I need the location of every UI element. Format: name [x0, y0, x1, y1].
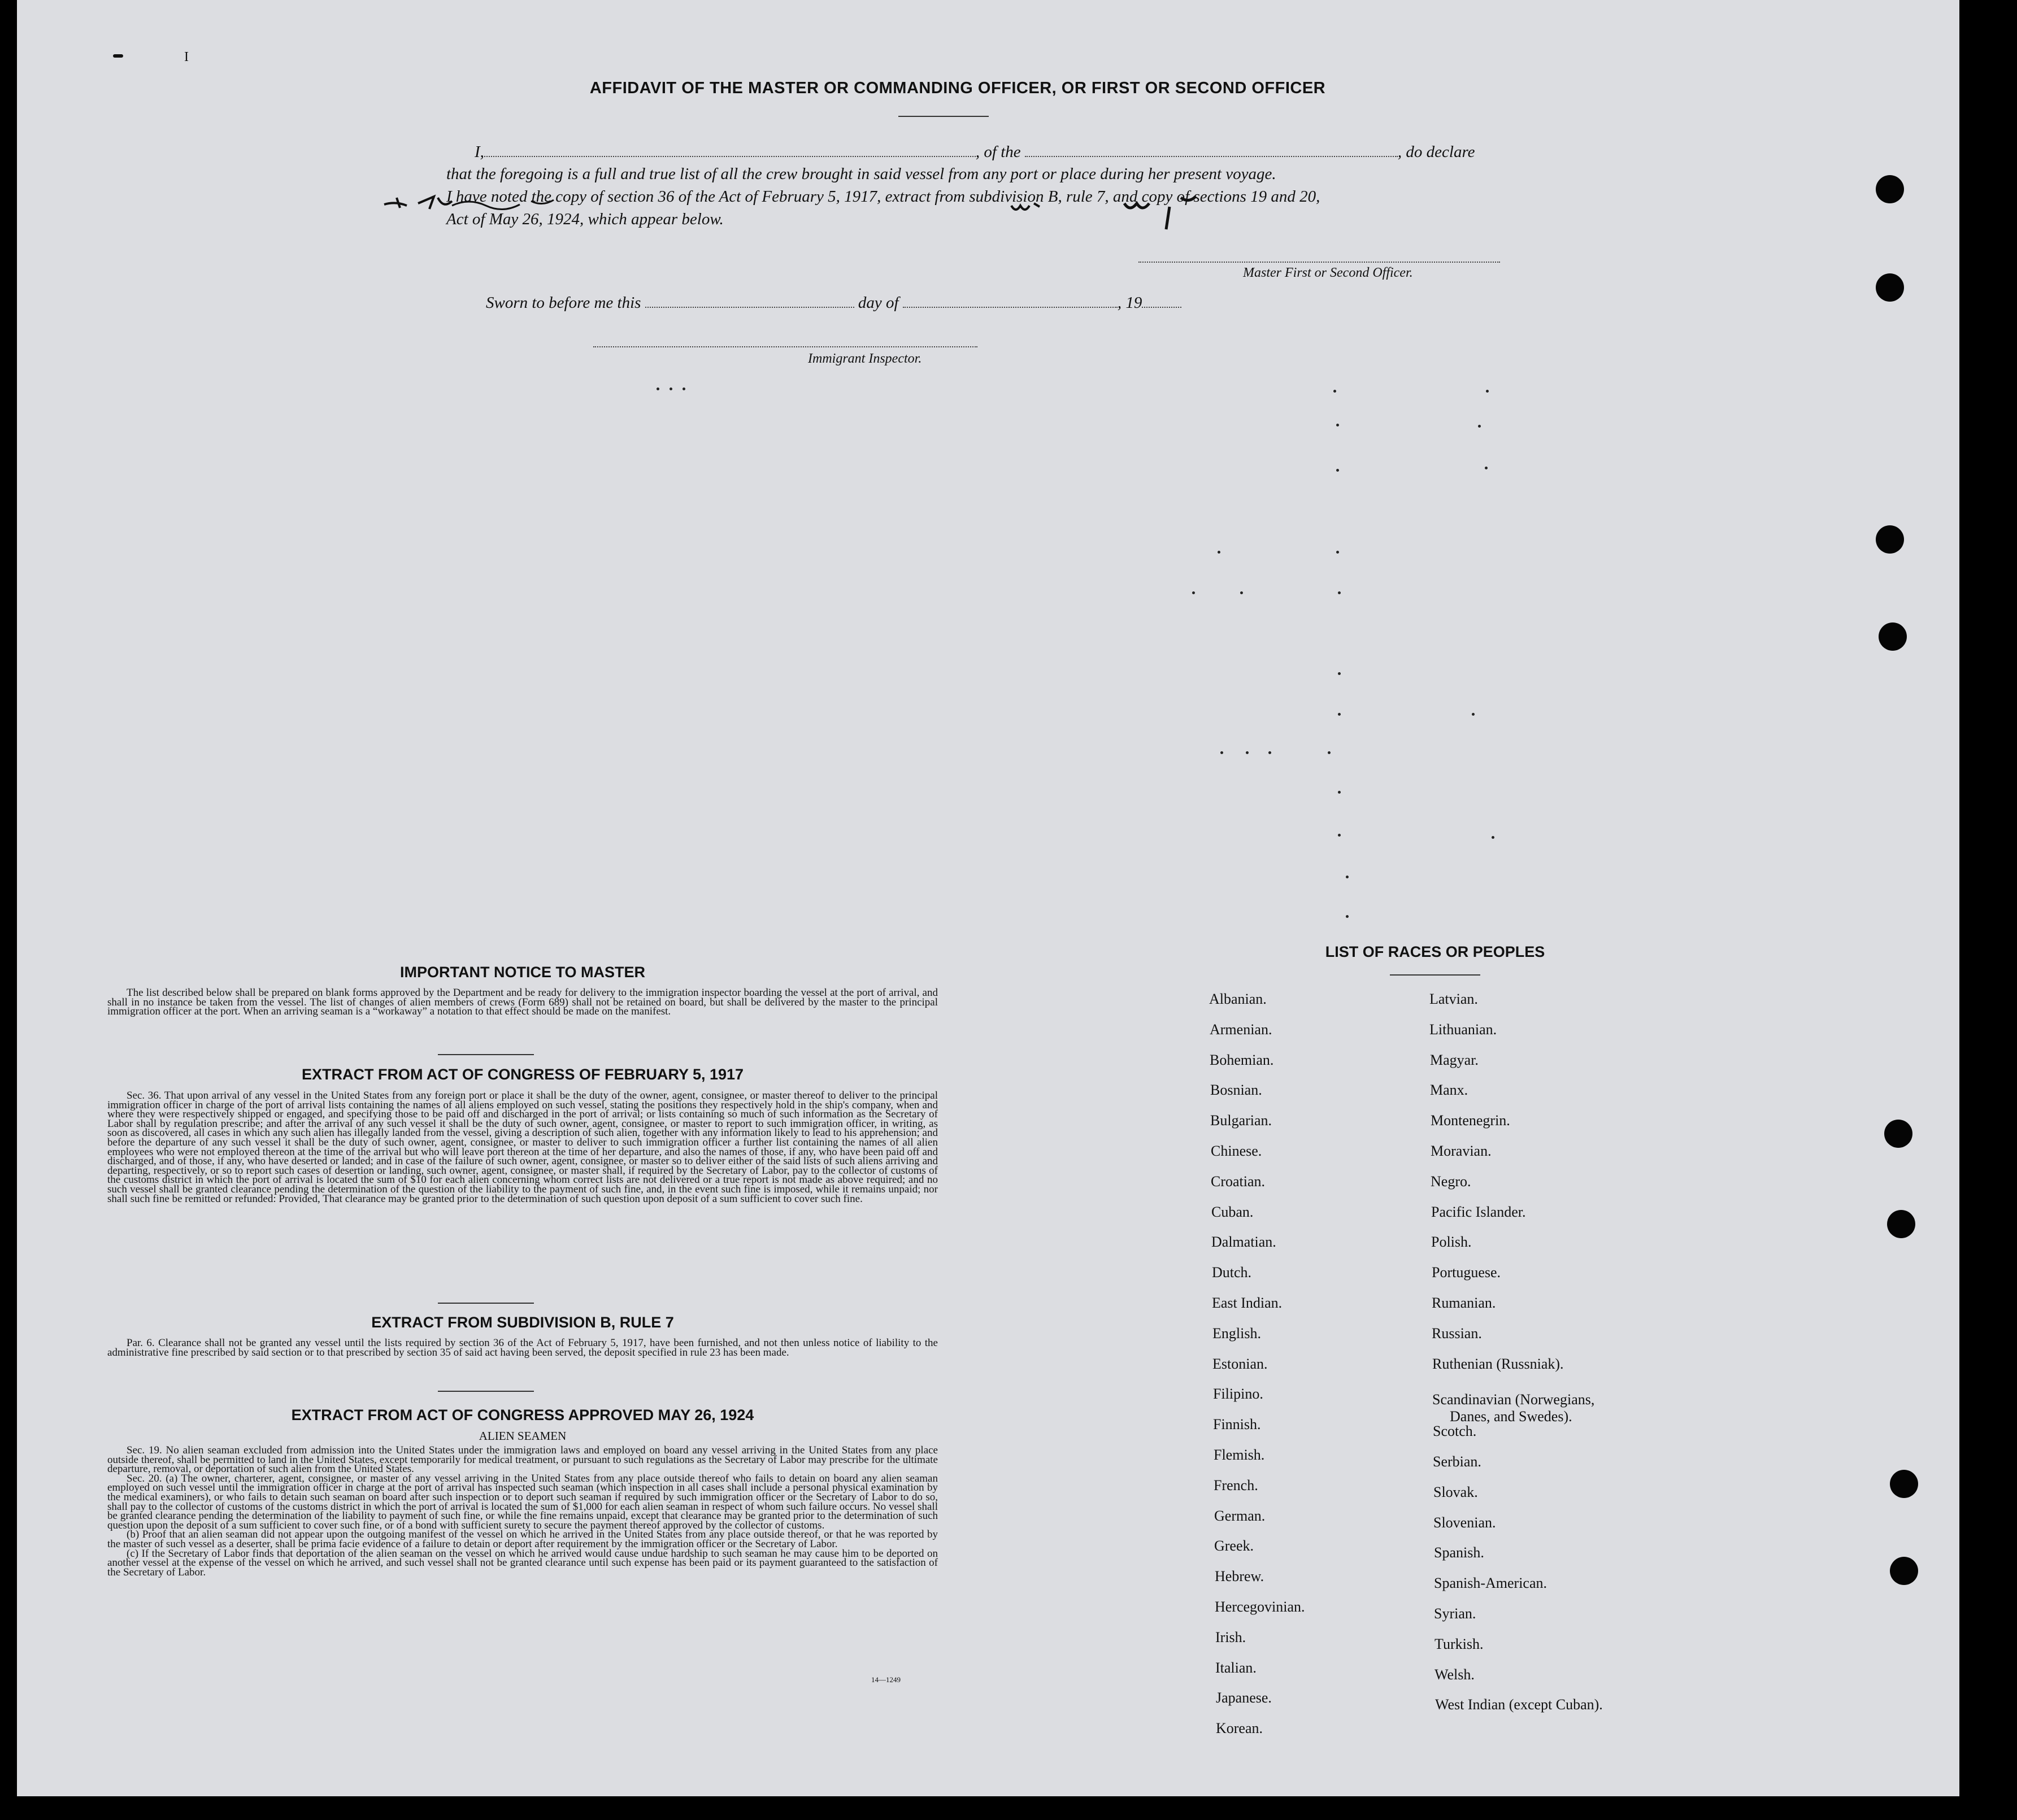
race-item: Chinese.	[1211, 1143, 1262, 1159]
extract-rule7-body	[107, 1339, 938, 1357]
punch-hole	[1890, 1557, 1918, 1585]
race-item: East Indian.	[1212, 1295, 1283, 1311]
punch-hole	[1887, 1210, 1915, 1238]
paragraph-6: Par. 6. Clearance shall not be granted any vessel until the lists required by section 36 of the Act of February 5, 1917, have been furnished, and not then unless notice of liability to the administrative fine prescribed by said section or to that prescribed by section 35 of said act having been served, the deposit specified in rule 23 has been made.	[107, 1337, 938, 1359]
race-item: Croatian.	[1211, 1173, 1266, 1190]
affidavit-line-3: I have noted the copy of section 36 of the Act of February 5, 1917, extract from subdivision B, rule 7, and copy of sections 19 and 20,	[446, 188, 1320, 206]
extract-rule7-title: EXTRACT FROM SUBDIVISION B, RULE 7	[371, 1314, 674, 1331]
sworn-line	[486, 294, 1277, 312]
section-19-paragraph: Sec. 19. No alien seaman excluded from admission into the United States under the immigration laws and employed on board any vessel arriving in the United States from any place outside thereof, shall be permitted to land in the United States, except temporarily for medical treatment, or pursuant to such regulations as the Secretary of Labor may prescribe for the ultimate departure, removal, or deportation of such alien from the United States.	[107, 1444, 938, 1475]
punch-hole	[1890, 1470, 1918, 1498]
race-item: English.	[1212, 1325, 1261, 1342]
race-item: Manx.	[1430, 1082, 1468, 1099]
race-item: Spanish.	[1434, 1544, 1484, 1561]
title-rule	[898, 116, 989, 117]
punch-hole	[1876, 525, 1904, 554]
race-item: Magyar.	[1430, 1051, 1479, 1068]
race-item: Lithuanian.	[1429, 1021, 1497, 1038]
race-item: Welsh.	[1434, 1666, 1475, 1683]
race-item: Danes, and Swedes).	[1450, 1408, 1572, 1425]
race-item: Montenegrin.	[1431, 1112, 1510, 1129]
race-item: Albanian.	[1209, 991, 1267, 1007]
section-20c-paragraph: (c) If the Secretary of Labor finds that deportation of the alien seaman on the vessel on which he arrived would cause undue hardship to such seaman he may cause him to be deported on another vessel at the expense of the vessel on which he arrived, and such vessel shall not be granted clearance until such expense has been paid or its payment guaranteed to the satisfaction of the Secretary of Labor.	[107, 1547, 938, 1578]
punch-hole	[1884, 1120, 1912, 1148]
signature-caption: Master First or Second Officer.	[1243, 265, 1413, 280]
race-item: Negro.	[1431, 1173, 1471, 1190]
race-item: Armenian.	[1210, 1021, 1272, 1038]
extract-1917-title: EXTRACT FROM ACT OF CONGRESS OF FEBRUARY 5, 1917	[301, 1066, 744, 1083]
affidavit-title: AFFIDAVIT OF THE MASTER OR COMMANDING OFFICER, OR FIRST OR SECOND OFFICER	[589, 79, 1326, 97]
race-item: Scotch.	[1433, 1423, 1477, 1440]
race-item: Dutch.	[1212, 1264, 1252, 1281]
race-item: Dalmatian.	[1211, 1234, 1276, 1251]
race-item: Irish.	[1215, 1629, 1246, 1645]
race-item: German.	[1214, 1507, 1266, 1524]
of-the-label: , of the	[975, 143, 1021, 161]
sworn-day-blank	[645, 307, 854, 308]
day-of-label: day of	[858, 294, 899, 312]
sworn-month-blank	[903, 307, 1118, 308]
race-item: Scandinavian (Norwegians,	[1432, 1391, 1595, 1408]
signature-line	[1138, 262, 1500, 263]
affidavit-i-label: I,	[475, 143, 484, 161]
race-item: Japanese.	[1216, 1690, 1272, 1706]
race-item: Slovak.	[1433, 1483, 1478, 1500]
section-20a-paragraph: Sec. 20. (a) The owner, charterer, agent, consignee, or master of any vessel arriving in the United States from any place outside thereof who fails to detain on board any alien seaman employed on such vessel until the immigration officer in charge at the port of arrival has inspected such seaman (which inspection in all cases shall include a personal physical examination by the medical examiners), or who fails to detain such seaman on board after such inspection or to deport such seaman if required by such immigration officer or the Secretary of Labor to do so, shall pay to the collector of customs of the customs district in which the port of arrival is located the sum of $1,000 for each alien seaman in respect of whom such failure occurs. No vessel shall be granted clearance pending the determination of the liability to payment of such fine, or while the fine remains unpaid, except that clearance may be granted prior to the determination of such question upon the deposit of a sum sufficient to cover such fine, or of a bond with sufficient surety to secure the payment thereof approved by the collector of customs.	[107, 1472, 938, 1531]
race-item: Estonian.	[1212, 1355, 1268, 1372]
race-item: Turkish.	[1434, 1635, 1484, 1652]
race-item: Slovenian.	[1433, 1514, 1496, 1531]
race-item: Rumanian.	[1432, 1295, 1496, 1311]
race-item: Latvian.	[1429, 991, 1478, 1007]
inspector-caption: Immigrant Inspector.	[808, 351, 922, 366]
race-item: Flemish.	[1214, 1447, 1265, 1463]
race-item: Korean.	[1216, 1720, 1263, 1737]
race-item: Hercegovinian.	[1215, 1599, 1305, 1615]
race-item: Bohemian.	[1210, 1051, 1274, 1068]
punch-hole	[1876, 175, 1904, 203]
sworn-label: Sworn to before me this	[486, 294, 641, 312]
races-title: LIST OF RACES OR PEOPLES	[1325, 943, 1545, 960]
year-prefix: , 19	[1117, 294, 1142, 312]
extract-1924-title: EXTRACT FROM ACT OF CONGRESS APPROVED MAY 26, 1924	[291, 1407, 754, 1423]
race-item: Cuban.	[1211, 1203, 1254, 1220]
race-item: Bosnian.	[1210, 1082, 1262, 1099]
year-blank	[1142, 307, 1181, 308]
ink-blot	[113, 54, 123, 58]
race-item: Pacific Islander.	[1431, 1203, 1526, 1220]
form-number: 14—1249	[871, 1675, 901, 1684]
race-item: Moravian.	[1431, 1143, 1492, 1159]
affidavit-line-2: that the foregoing is a full and true list of all the crew brought in said vessel from any port or place during her present voyage.	[446, 165, 1276, 183]
notice-paragraph: The list described below shall be prepared on blank forms approved by the Department and be ready for delivery to the immigration inspector boarding the vessel at the port of arrival, and shall in no instance be taken from the vessel. The list of changes of alien members of crews (Form 689) shall not be retained on board, but shall be delivered by the master to the principal immigration officer at the port. When an arriving seaman is a “workaway” a notation to that effect should be made on the manifest.	[107, 987, 938, 1018]
notice-title: IMPORTANT NOTICE TO MASTER	[400, 964, 645, 981]
race-item: Filipino.	[1213, 1386, 1263, 1403]
race-item: Bulgarian.	[1210, 1112, 1272, 1129]
race-item: Spanish-American.	[1434, 1575, 1547, 1592]
corner-mark: I	[184, 50, 189, 64]
section-rule	[438, 1391, 534, 1392]
section-20b-paragraph: (b) Proof that an alien seaman did not appear upon the outgoing manifest of the vessel on which he arrived in the United States from any place outside thereof, or that he was reported by the master of such vessel as a deserter, shall be prima facie evidence of a failure to detain or deport after requirement by the immigration officer or the Secretary of Labor.	[107, 1529, 938, 1550]
race-item: Serbian.	[1433, 1453, 1481, 1470]
alien-seamen-subtitle: ALIEN SEAMEN	[479, 1429, 567, 1443]
section-rule	[438, 1054, 534, 1055]
vessel-name-blank	[1025, 156, 1398, 157]
race-item: Portuguese.	[1432, 1264, 1501, 1281]
race-item: West Indian (except Cuban).	[1435, 1696, 1603, 1713]
race-item: Finnish.	[1213, 1416, 1261, 1433]
punch-hole	[1876, 273, 1904, 302]
race-item: Greek.	[1214, 1538, 1254, 1555]
race-item: Italian.	[1215, 1659, 1257, 1676]
master-name-blank	[484, 156, 976, 157]
extract-1917-body	[107, 1091, 938, 1204]
races-rule	[1390, 974, 1480, 976]
section-rule	[438, 1303, 534, 1304]
declare-label: , do declare	[1397, 143, 1475, 161]
affidavit-line-1	[475, 143, 1525, 162]
race-item: Hebrew.	[1215, 1568, 1264, 1585]
affidavit-line-4: Act of May 26, 1924, which appear below.	[446, 210, 724, 228]
race-item: French.	[1214, 1477, 1258, 1494]
handwritten-marks	[367, 181, 1271, 243]
section-36-paragraph: Sec. 36. That upon arrival of any vessel in the United States from any foreign port or place it shall be the duty of the owner, agent, consignee, or master thereof to deliver to the principal immigration officer in charge of the port of arrival lists containing the names of all aliens employed on such vessel, stating the positions they respectively hold in the ship's company, when and where they were respectively shipped or engaged, and specifying those to be paid off and discharged in the port of arrival; or lists containing so much of such information as the Secretary of Labor shall by regulation prescribe; and after the arrival of any such vessel it shall be the duty of such owner, agent, consignee, or master to report to such immigration officer, in writing, as soon as discovered, all cases in which any such alien has illegally landed from the vessel, giving a description of such alien, together with any information likely to lead to his apprehension; and before the departure of any such vessel it shall be the duty of such owner, agent, consignee, or master to deliver to such immigration officer a further list containing the names of all alien employees who were not employed thereon at the time of the arrival but who will leave port thereon at the time of her departure, and also the names of those, if any, who have been paid off and discharged, and of those, if any, who have deserted or landed; and in case of the failure of such owner, agent, consignee, or master so to deliver either of the said lists of such aliens arriving and departing, respectively, or so to report such cases of desertion or landing, such owner, agent, consignee, or master shall, if required by the Secretary of Labor, pay to the collector of customs of the customs district in which the port of arrival is located the sum of $10 for each alien concerning whom correct lists are not delivered or a true report is not made as above required; and no such vessel shall be granted clearance pending the determination of the question of the liability to the payment of such fine, and, in the event such fine is imposed, while it remains unpaid; nor shall such fine be remitted or refunded: Provided, That clearance may be granted prior to the determination of such question upon deposit of a sum sufficient to cover such fine.	[107, 1090, 938, 1205]
race-item: Syrian.	[1434, 1605, 1476, 1622]
race-item: Polish.	[1431, 1234, 1472, 1251]
race-item: Russian.	[1432, 1325, 1482, 1342]
notice-body	[107, 989, 938, 1017]
punch-hole	[1879, 622, 1907, 651]
extract-1924-body	[107, 1446, 938, 1577]
inspector-line	[593, 346, 977, 347]
document-sheet	[17, 0, 1959, 1796]
race-item: Ruthenian (Russniak).	[1432, 1355, 1564, 1372]
